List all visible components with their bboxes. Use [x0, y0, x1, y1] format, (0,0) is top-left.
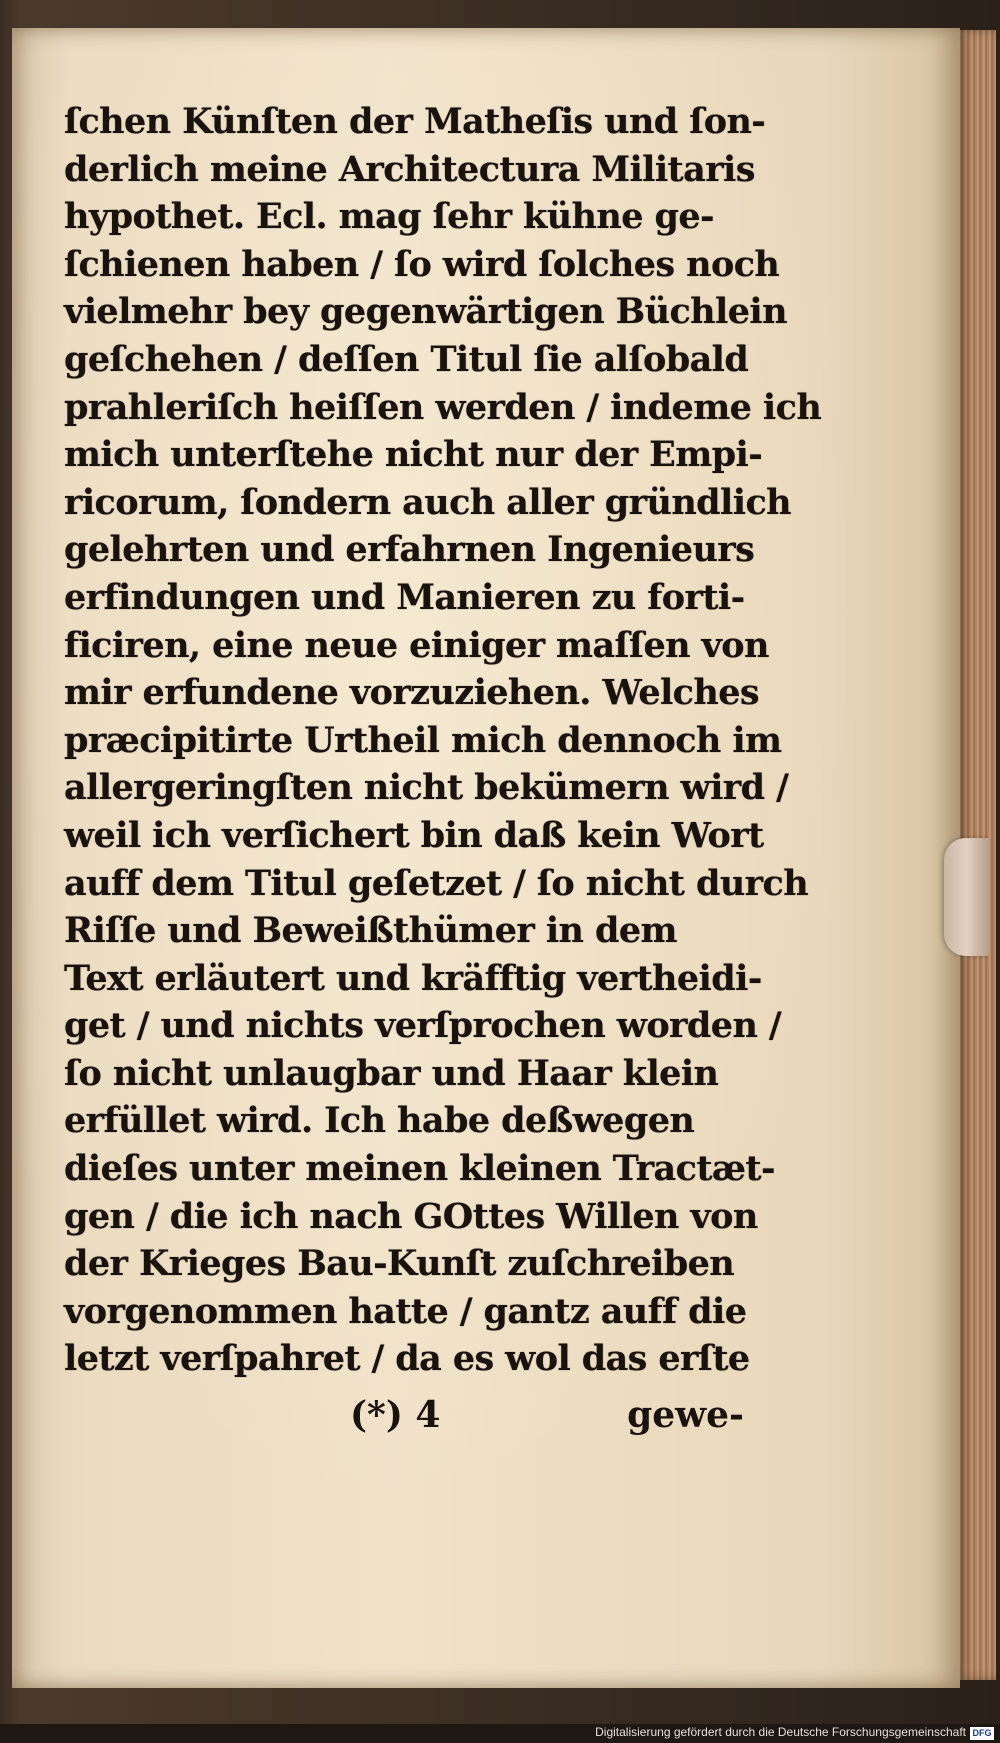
text-line: prahleriſch heiſſen werden / indeme ich [64, 386, 822, 428]
text-line: ſchienen haben / ſo wird ſolches noch [64, 243, 780, 285]
text-line: get / und nichts verſprochen worden / [64, 1005, 782, 1047]
text-line: geſchehen / deſſen Titul ſie alſobald [64, 338, 749, 380]
dfg-logo-icon: DFG [970, 1727, 994, 1740]
book-page [12, 28, 960, 1688]
page-text-block [64, 98, 822, 1383]
text-line: weil ich verſichert bin daß kein Wort [64, 814, 764, 856]
text-line: ſchen Künſten der Matheſis und ſon- [64, 101, 766, 142]
text-line: Text erläutert und kräfftig vertheidi- [64, 957, 762, 999]
signature-mark: (*) 4 [350, 1394, 441, 1436]
text-line: letzt verſpahret / da es wol das erſte [64, 1338, 750, 1380]
text-line: vielmehr bey gegenwärtigen Büchlein [64, 291, 787, 333]
text-line: erfindungen und Manieren zu forti- [64, 576, 745, 618]
text-line: mich unterſtehe nicht nur der Empi- [64, 434, 763, 476]
text-line: hypothet. Ecl. mag ſehr kühne ge- [64, 196, 714, 238]
text-line: vorgenommen hatte / gantz auff die [64, 1290, 747, 1332]
page-tab-marker [944, 838, 990, 956]
text-line: der Krieges Bau-Kunſt zuſchreiben [64, 1243, 735, 1285]
text-line: allergeringſten nicht bekümern wird / [64, 767, 789, 809]
credit-bar [0, 1724, 1000, 1743]
text-line: gen / die ich nach GOttes Willen von [64, 1195, 758, 1237]
digitization-credit: Digitalisierung gefördert durch die Deutsche Forschungsgemeinschaft [595, 1725, 966, 1739]
text-line: ſo nicht unlaugbar und Haar klein [64, 1052, 719, 1094]
catchword: gewe- [627, 1394, 744, 1436]
text-line: dieſes unter meinen kleinen Tractæt- [64, 1148, 775, 1190]
text-line: mir erfundene vorzuziehen. Welches [64, 672, 760, 714]
text-line: gelehrten und erfahrnen Ingenieurs [64, 529, 755, 571]
text-line: derlich meine Architectura Militaris [64, 148, 755, 190]
page-footer [64, 1394, 744, 1450]
text-line: Riſſe und Beweißthümer in dem [64, 910, 677, 952]
text-line: præcipitirte Urtheil mich dennoch im [64, 719, 782, 761]
text-line: erfüllet wird. Ich habe deßwegen [64, 1100, 695, 1142]
text-line: auff dem Titul geſetzet / ſo nicht durch [64, 862, 809, 904]
text-line: ricorum, ſondern auch aller gründlich [64, 481, 792, 523]
text-line: ficiren, eine neue einiger maſſen von [64, 624, 769, 666]
